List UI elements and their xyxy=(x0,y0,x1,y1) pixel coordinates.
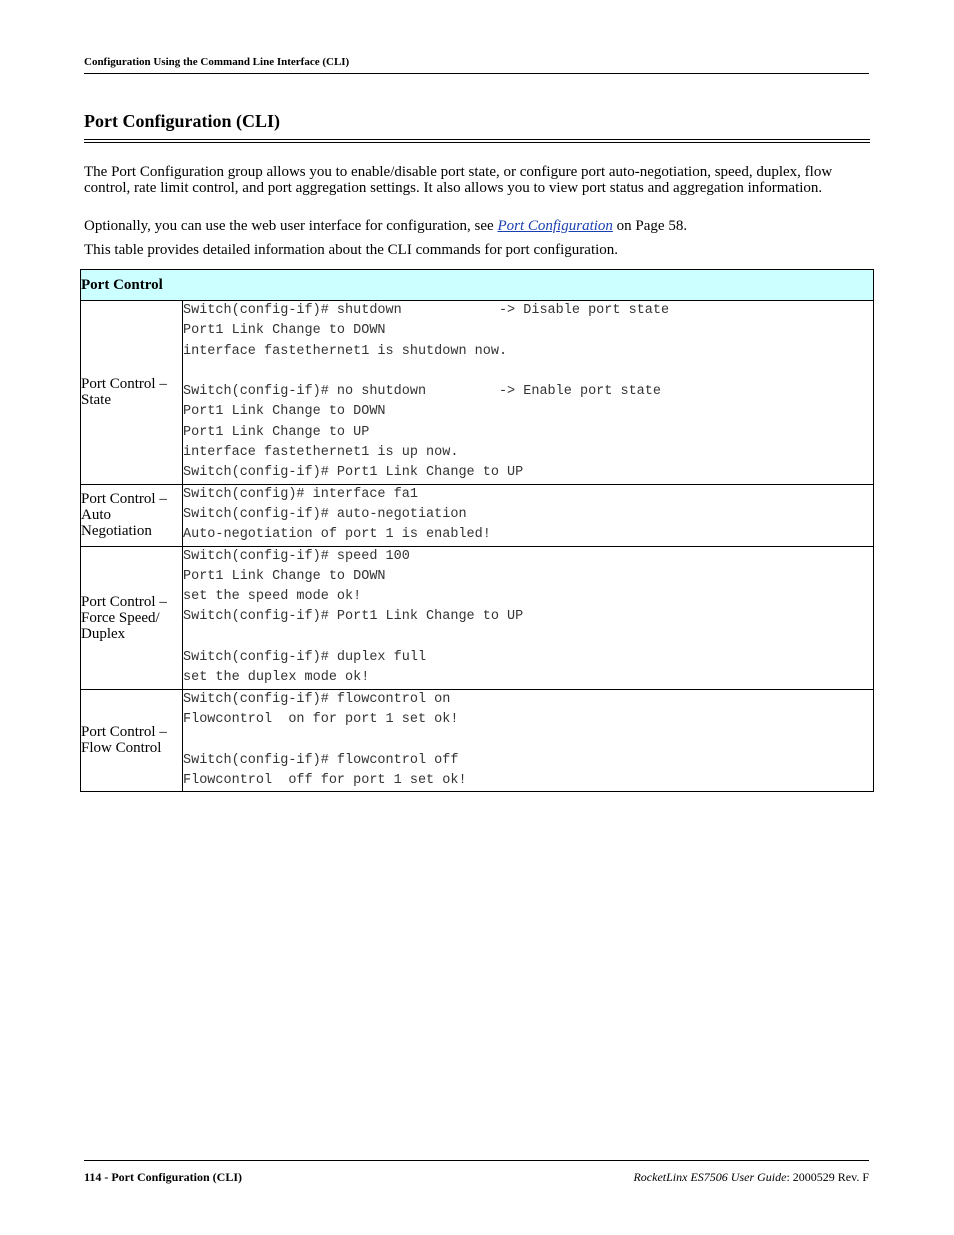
table-body xyxy=(81,301,874,792)
table-header-row xyxy=(81,270,874,301)
cli-line: Switch(config-if)# auto-negotiation xyxy=(183,506,467,522)
running-footer xyxy=(84,1160,869,1185)
cli-line: interface fastethernet1 is shutdown now. xyxy=(183,343,508,359)
cli-line xyxy=(183,362,873,382)
cli-line: set the duplex mode ok! xyxy=(183,670,370,686)
row-label: Port Control – State xyxy=(81,301,183,485)
section-title: Port Configuration (CLI) xyxy=(84,111,870,143)
footer-doc-info xyxy=(633,1170,869,1185)
cli-line: Switch(config-if)# Port1 Link Change to UP xyxy=(183,465,524,481)
cli-line: Switch(config-if)# flowcontrol off xyxy=(183,752,459,768)
row-label: Port Control – Flow Control xyxy=(81,689,183,791)
cli-line: Switch(config)# interface fa1 xyxy=(183,486,418,502)
cli-line: Port1 Link Change to DOWN xyxy=(183,404,386,420)
row-label: Port Control – Auto Negotiation xyxy=(81,484,183,546)
cli-line: Port1 Link Change to DOWN xyxy=(183,323,386,339)
footer-page-label: 114 - Port Configuration (CLI) xyxy=(84,1170,242,1184)
cli-line: Auto-negotiation of port 1 is enabled! xyxy=(183,527,491,543)
cli-line: Switch(config-if)# flowcontrol on xyxy=(183,691,451,707)
reference-text-after: on Page 58. xyxy=(612,218,688,234)
cli-line: Port1 Link Change to UP xyxy=(183,424,370,440)
cli-line: Flowcontrol on for port 1 set ok! xyxy=(183,711,459,727)
cli-line xyxy=(183,628,873,648)
cli-line: Flowcontrol off for port 1 set ok! xyxy=(183,772,467,788)
cli-code-block xyxy=(183,301,874,485)
table-header: Port Control xyxy=(81,270,874,301)
cli-line: Switch(config-if)# Port1 Link Change to UP xyxy=(183,609,524,625)
cli-line: Switch(config-if)# no shutdown -> Enable port state xyxy=(183,384,661,400)
row-label: Port Control – Force Speed/ Duplex xyxy=(81,546,183,689)
cli-code-block xyxy=(183,546,874,689)
cli-line: set the speed mode ok! xyxy=(183,589,362,605)
cli-line: Switch(config-if)# duplex full xyxy=(183,650,427,666)
table-row xyxy=(81,546,874,689)
reference-text-before: Optionally, you can use the web user interface for configuration, see xyxy=(84,218,498,234)
cli-line xyxy=(183,730,873,750)
web-ui-reference-paragraph xyxy=(84,218,869,234)
cli-code-block xyxy=(183,484,874,546)
running-header: Configuration Using the Command Line Interface (CLI) xyxy=(84,56,869,74)
footer-product-name: RocketLinx ES7506 User Guide xyxy=(633,1170,787,1184)
cli-line: Switch(config-if)# shutdown -> Disable port state xyxy=(183,303,670,318)
port-configuration-link[interactable]: Port Configuration xyxy=(497,218,613,234)
table-row xyxy=(81,301,874,485)
cli-line: interface fastethernet1 is up now. xyxy=(183,445,459,461)
intro-paragraph: The Port Configuration group allows you to enable/disable port state, or configure port auto-negotiation, speed, duplex, flow control, rate limit control, and port aggregation settings. It also allows you to view port status and aggregation information. xyxy=(84,164,833,196)
table-intro-paragraph: This table provides detailed information about the CLI commands for port configuration. xyxy=(84,242,619,258)
port-control-table xyxy=(80,269,874,792)
cli-line: Port1 Link Change to DOWN xyxy=(183,568,386,584)
table-row xyxy=(81,484,874,546)
cli-line: Switch(config-if)# speed 100 xyxy=(183,548,410,564)
cli-code-block xyxy=(183,689,874,791)
table-row xyxy=(81,689,874,791)
footer-revision: : 2000529 Rev. F xyxy=(786,1170,869,1184)
